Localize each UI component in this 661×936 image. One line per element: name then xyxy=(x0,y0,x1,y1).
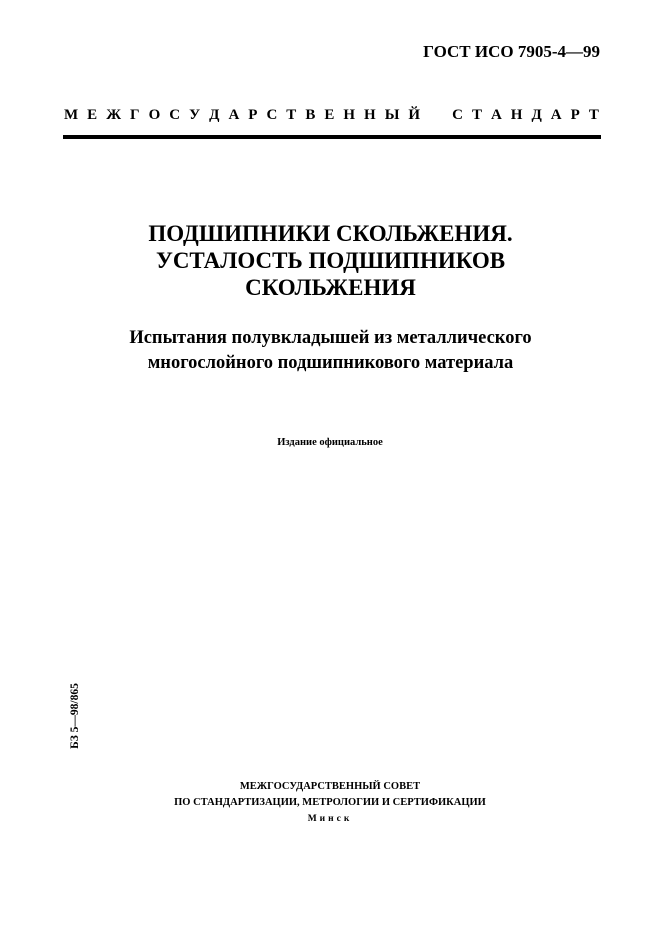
publisher-line: МЕЖГОСУДАРСТВЕННЫЙ СОВЕТ xyxy=(239,781,421,792)
standard-type-letter: А xyxy=(228,107,240,123)
standard-type-letter: Ы xyxy=(384,107,400,123)
document-number: ГОСТ ИСО 7905-4—99 xyxy=(423,42,600,61)
standard-type-letter: У xyxy=(189,107,201,123)
word-gap xyxy=(429,105,443,125)
standard-type-letter: Н xyxy=(364,107,376,123)
publisher-line: ПО СТАНДАРТИЗАЦИИ, МЕТРОЛОГИИ И СЕРТИФИКАЦИИ xyxy=(174,797,486,808)
main-title-line: СКОЛЬЖЕНИЯ xyxy=(245,275,416,300)
standard-type-letter: А xyxy=(490,107,502,123)
main-title xyxy=(60,220,601,301)
standard-type-letter: С xyxy=(452,107,463,123)
standard-type-letter: Т xyxy=(588,107,599,123)
publisher-city: Минск xyxy=(307,814,353,824)
subtitle xyxy=(60,326,601,376)
main-title-line: ПОДШИПНИКИ СКОЛЬЖЕНИЯ. xyxy=(148,221,513,246)
standard-type-letter: Е xyxy=(87,107,98,123)
standard-type-letter: Ж xyxy=(106,107,122,123)
standard-type-letter: Н xyxy=(343,107,356,123)
standard-type-letter: В xyxy=(305,107,316,123)
standard-type-letter: М xyxy=(64,107,79,123)
standard-type-letter: Й xyxy=(408,107,421,123)
standard-type-letter: А xyxy=(550,107,562,123)
standard-type-letter: Т xyxy=(286,107,297,123)
subtitle-line: многослойного подшипникового материала xyxy=(147,353,514,373)
standard-type-letter: Г xyxy=(130,107,140,123)
main-title-line: УСТАЛОСТЬ ПОДШИПНИКОВ xyxy=(155,248,506,273)
standard-type-letter: Е xyxy=(324,107,335,123)
header-rule xyxy=(63,135,601,139)
standard-type-letter: Н xyxy=(510,107,523,123)
publisher-block xyxy=(130,779,530,827)
standard-type-letter: Т xyxy=(471,107,482,123)
standard-type-heading xyxy=(64,105,599,125)
standard-type-letter: С xyxy=(169,107,181,123)
side-code-text: БЗ 5—98/865 xyxy=(69,683,81,749)
standard-type-letter: О xyxy=(148,107,161,123)
standard-type-letter: Р xyxy=(248,107,258,123)
standard-type-letter: Д xyxy=(209,107,220,123)
subtitle-line: Испытания полувкладышей из металлического xyxy=(129,328,532,348)
standard-type-letter: Р xyxy=(570,107,580,123)
standard-type-letter: С xyxy=(266,107,278,123)
edition-note: Издание официальное xyxy=(277,437,383,448)
standard-type-letter: Д xyxy=(531,107,542,123)
